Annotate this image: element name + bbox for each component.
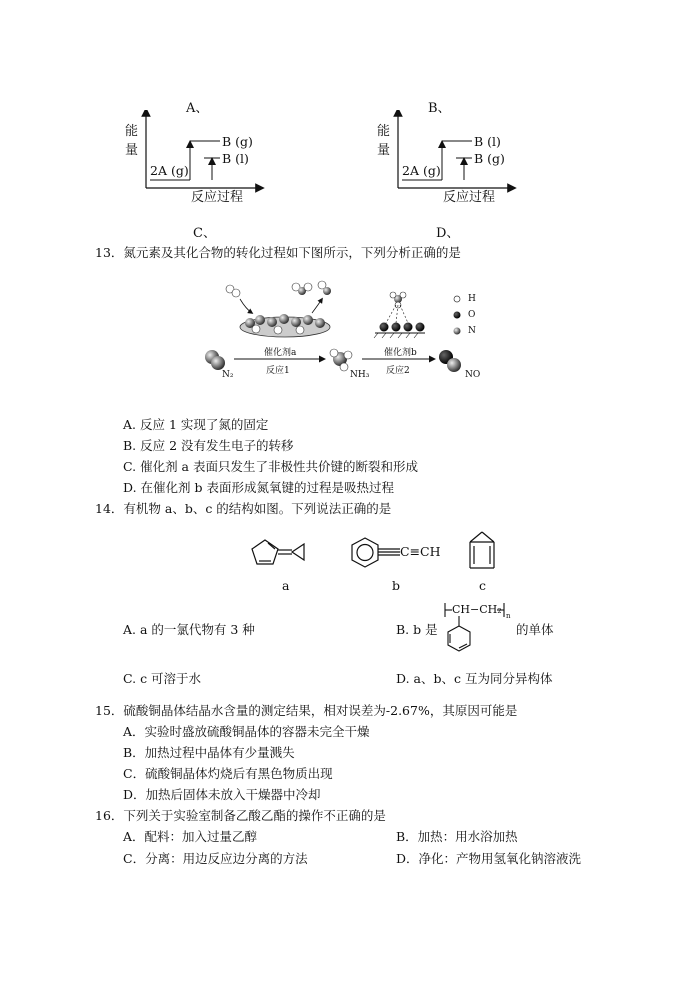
option-letter-b: B、 bbox=[428, 101, 451, 116]
catalyst-b-label: 催化剂b bbox=[384, 348, 417, 358]
question-15-stem: 15．硫酸铜晶体结晶水含量的测定结果，相对误差为-2.67%，其原因可能是 bbox=[95, 703, 518, 718]
upper-product-label: B (g) bbox=[222, 134, 253, 149]
nh3-label: NH₃ bbox=[350, 370, 370, 380]
y-axis-label-bottom: 量 bbox=[125, 143, 139, 158]
question-16-stem: 16．下列关于实验室制备乙酸乙酯的操作不正确的是 bbox=[95, 808, 386, 823]
no-molecule bbox=[439, 350, 461, 372]
structure-b-triple-group: C≡CH bbox=[400, 544, 441, 559]
q13-option-c[interactable]: C. 催化剂 a 表面只发生了非极性共价键的断裂和形成 bbox=[123, 459, 418, 474]
q15-option-d[interactable]: D．加热后固体未放入干燥器中冷却 bbox=[123, 787, 321, 802]
q16-option-d[interactable]: D．净化：产物用氢氧化钠溶液洗 bbox=[396, 851, 582, 866]
n2-label: N₂ bbox=[222, 370, 234, 380]
option-letter-d: D、 bbox=[436, 226, 460, 241]
upper-product-label: B (l) bbox=[474, 134, 501, 149]
q13-option-b[interactable]: B. 反应 2 没有发生电子的转移 bbox=[123, 438, 294, 453]
label-a: a bbox=[282, 578, 290, 593]
reactant-label: 2A (g) bbox=[150, 163, 189, 178]
label-b: b bbox=[392, 578, 401, 593]
catalyst-a-label: 催化剂a bbox=[264, 348, 297, 358]
x-axis-label: 反应过程 bbox=[191, 190, 244, 205]
structure-c bbox=[470, 532, 494, 568]
no-label: NO bbox=[465, 370, 481, 380]
legend-o-label: O bbox=[468, 310, 476, 320]
label-c: c bbox=[479, 578, 487, 593]
polymer-subscript: n bbox=[506, 612, 511, 620]
structure-b bbox=[352, 538, 400, 567]
structures-abc bbox=[240, 528, 520, 583]
q14-option-d[interactable]: D. a、b、c 互为同分异构体 bbox=[396, 671, 553, 686]
nh3-molecule bbox=[330, 349, 352, 371]
option-letter-c: C、 bbox=[193, 226, 216, 241]
question-13-stem: 13．氮元素及其化合物的转化过程如下图所示，下列分析正确的是 bbox=[95, 245, 461, 260]
polymer-repeat-unit: CH−CH₂ bbox=[452, 603, 502, 616]
q16-option-b[interactable]: B．加热：用水浴加热 bbox=[396, 829, 518, 844]
legend-h-label: H bbox=[468, 294, 476, 304]
reactant-label: 2A (g) bbox=[402, 163, 441, 178]
q14-option-b-prefix[interactable]: B. b 是 bbox=[396, 622, 438, 637]
h2-molecules bbox=[226, 281, 331, 313]
q13-option-d[interactable]: D. 在催化剂 b 表面形成氮氧键的过程是吸热过程 bbox=[123, 480, 394, 495]
q15-option-c[interactable]: C．硫酸铜晶体灼烧后有黑色物质出现 bbox=[123, 766, 333, 781]
y-axis-label-top: 能 bbox=[125, 124, 139, 139]
n2-molecule bbox=[205, 350, 225, 370]
q16-option-c[interactable]: C．分离：用边反应边分离的方法 bbox=[123, 851, 308, 866]
lower-product-label: B (l) bbox=[222, 151, 249, 166]
reaction-1-label: 反应1 bbox=[266, 366, 290, 376]
y-axis-label-top: 能 bbox=[377, 124, 391, 139]
q14-option-c[interactable]: C. c 可溶于水 bbox=[123, 671, 202, 686]
nitrogen-conversion-diagram bbox=[200, 275, 500, 385]
legend-o-atom bbox=[454, 312, 461, 319]
q16-option-a[interactable]: A．配料：加入过量乙醇 bbox=[123, 829, 258, 844]
option-letter-a: A、 bbox=[186, 101, 209, 116]
legend-n-label: N bbox=[468, 326, 476, 336]
catalyst-a-surface bbox=[240, 314, 330, 337]
q14-option-a[interactable]: A. a 的一氯代物有 3 种 bbox=[123, 622, 255, 637]
q15-option-a[interactable]: A．实验时盛放硫酸铜晶体的容器未完全干燥 bbox=[123, 724, 370, 739]
legend-h-atom bbox=[454, 296, 460, 302]
q15-option-b[interactable]: B．加热过程中晶体有少量溅失 bbox=[123, 745, 295, 760]
structure-a bbox=[252, 540, 304, 564]
q14-option-b-suffix[interactable]: 的单体 bbox=[516, 622, 554, 637]
catalyst-b-surface bbox=[374, 292, 425, 338]
reaction-2-label: 反应2 bbox=[386, 366, 410, 376]
x-axis-label: 反应过程 bbox=[443, 190, 496, 205]
legend-n-atom bbox=[454, 328, 461, 335]
lower-product-label: B (g) bbox=[474, 151, 505, 166]
q13-option-a[interactable]: A. 反应 1 实现了氮的固定 bbox=[123, 417, 269, 432]
question-14-stem: 14．有机物 a、b、c 的结构如图。下列说法正确的是 bbox=[95, 501, 392, 516]
y-axis-label-bottom: 量 bbox=[377, 143, 391, 158]
